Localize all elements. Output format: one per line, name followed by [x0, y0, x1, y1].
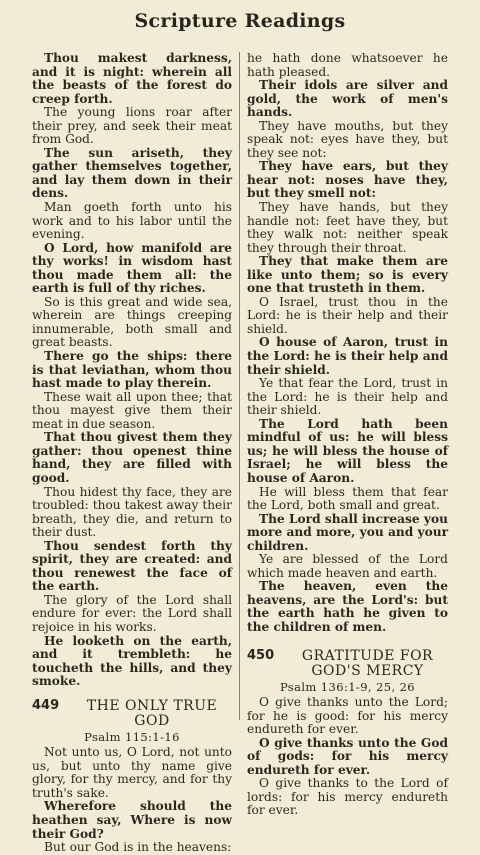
page-header: Scripture Readings [134, 10, 346, 32]
column-divider [239, 52, 240, 720]
left-column [32, 52, 232, 855]
verse-paragraph: Man goeth forth unto his work and to his labor until the evening. [32, 200, 232, 242]
verse-paragraph: O give thanks unto the God of gods: for his mercy endureth for ever. [247, 735, 448, 777]
verse-paragraph: Ye that fear the Lord, trust in the Lord: he is their help and their shield. [247, 376, 448, 418]
left-readings [32, 52, 232, 689]
verse-paragraph: The Lord shall increase you more and more, you and your children. [247, 511, 448, 553]
verse-paragraph: These wait all upon thee; that thou mayest give them their meat in due season. [32, 389, 232, 431]
scripture-reference: Psalm 136:1-9, 25, 26 [279, 679, 416, 694]
reading-title-line-2: GOD'S MERCY [311, 662, 424, 679]
verse-paragraph: O house of Aaron, trust in the Lord: he is their help and their shield. [247, 335, 448, 377]
verse-paragraph: Thou hidest thy face, they are troubled: thou takest away their breath, they die, and return to their dust. [32, 484, 232, 540]
reading-450-title [247, 649, 448, 679]
verse-paragraph: O give thanks unto the Lord; for he is good: for his mercy endureth for ever. [247, 695, 448, 737]
verse-paragraph: But our God is in the heavens: [44, 840, 232, 855]
verse-paragraph: O Israel, trust thou in the Lord: he is their help and their shield. [247, 294, 448, 336]
verse-paragraph: The sun ariseth, they gather themselves together, and lay them down in their dens. [32, 145, 232, 201]
verse-paragraph: Not unto us, O Lord, not unto us, but unto thy name give glory, for thy mercy, and for thy truth's sake. [32, 745, 232, 800]
verse-paragraph: he hath done whatsoever he hath pleased. [247, 51, 448, 79]
reading-title-line-1: THE ONLY TRUE [86, 697, 218, 714]
scripture-reference: Psalm 115:1-16 [84, 729, 180, 744]
right-readings-450 [247, 696, 448, 818]
verse-paragraph: He looketh on the earth, and it trembleth: he toucheth the hills, and they smoke. [32, 633, 232, 689]
verse-paragraph: There go the ships: there is that leviathan, whom thou hast made to play therein. [32, 349, 232, 391]
verse-paragraph: O give thanks to the Lord of lords: for his mercy endureth for ever. [247, 776, 448, 818]
verse-paragraph: The heaven, even the heavens, are the Lord's: but the earth hath he given to the children of men. [247, 579, 448, 634]
reading-title-line-2: GOD [134, 712, 170, 729]
verse-paragraph: Wherefore should the heathen say, Where is now their God? [32, 799, 232, 841]
verse-paragraph: They have hands, but they handle not: feet have they, but they walk not: neither speak they through their throat. [247, 200, 448, 255]
reading-449-title [32, 699, 232, 729]
right-readings [247, 52, 448, 635]
verse-paragraph: The young lions roar after their prey, and seek their meat from God. [32, 105, 232, 147]
verse-paragraph: Their idols are silver and gold, the work of men's hands. [247, 78, 448, 120]
right-column [247, 52, 448, 818]
verse-paragraph: So is this great and wide sea, wherein are things creeping innumerable, both small and great beasts. [32, 294, 232, 350]
reading-title-line-1: GRATITUDE FOR [301, 647, 434, 664]
verse-paragraph: The Lord hath been mindful of us: he will bless us; he will bless the house of Israel; he will bless the house of Aaron. [247, 416, 448, 485]
verse-paragraph: They that make them are like unto them; so is every one that trusteth in them. [247, 254, 448, 296]
verse-paragraph: The glory of the Lord shall endure for ever: the Lord shall rejoice in his works. [32, 592, 232, 634]
reading-number: 449 [32, 697, 60, 713]
verse-paragraph: Thou makest darkness, and it is night: wherein all the beasts of the forest do creep forth. [32, 51, 232, 106]
verse-paragraph: Thou sendest forth thy spirit, they are created: and thou renewest the face of the earth. [32, 538, 232, 594]
reading-number: 450 [247, 647, 275, 663]
verse-paragraph: O Lord, how manifold are thy works! in wisdom hast thou made them all: the earth is full of thy riches. [32, 240, 232, 296]
verse-paragraph: That thou givest them they gather: thou openest thine hand, they are filled with good. [32, 430, 232, 485]
verse-paragraph: Ye are blessed of the Lord which made heaven and earth. [247, 552, 448, 580]
verse-paragraph: They have ears, but they hear not: noses have they, but they smell not: [247, 159, 448, 201]
left-readings-449 [32, 746, 232, 854]
verse-paragraph: He will bless them that fear the Lord, both small and great. [247, 484, 448, 513]
verse-paragraph: They have mouths, but they speak not: eyes have they, but they see not: [247, 118, 448, 160]
